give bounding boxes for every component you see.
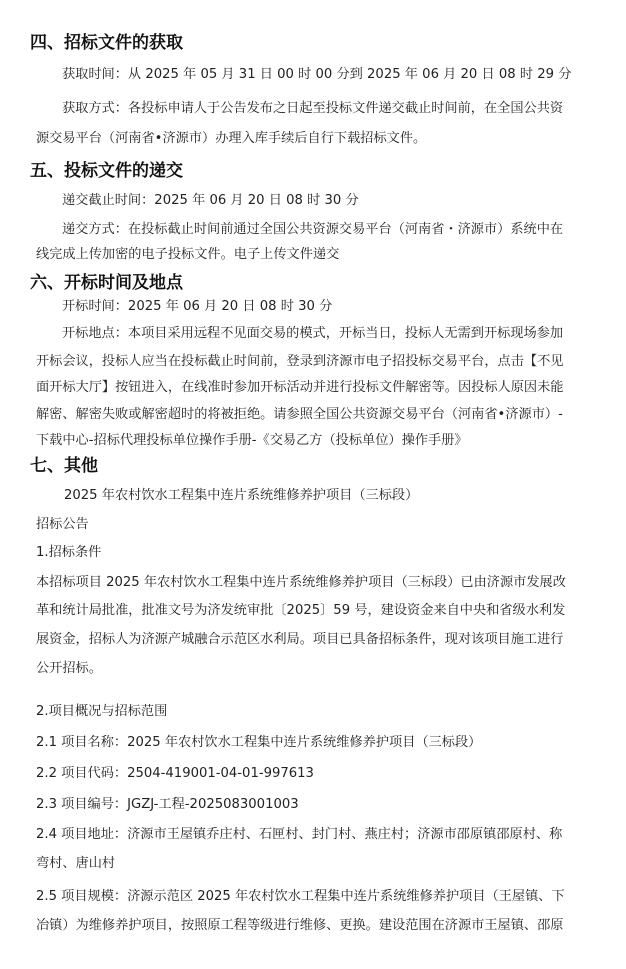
conditions-line-3: 展资金，招标人为济源产城融合示范区水利局。项目已具备招标条件，现对该项目施工进行	[36, 632, 564, 647]
notice-label: 招标公告	[36, 517, 89, 532]
opening-place-line-5: 下载中心-招标代理投标单位操作手册-《交易乙方（投标单位）操作手册》	[36, 433, 468, 448]
acquisition-method-line-2: 源交易平台（河南省•济源市）办理入库手续后自行下载招标文件。	[36, 131, 427, 146]
submission-method-line-2: 线完成上传加密的电子投标文件。电子上传文件递交	[36, 247, 340, 262]
project-scale-line-1: 2.5 项目规模：济源示范区 2025 年农村饮水工程集中连片系统维修养护项目（王屋镇、下	[36, 889, 565, 904]
project-name-item: 2.1 项目名称：2025 年农村饮水工程集中连片系统维修养护项目（三标段）	[36, 735, 482, 750]
project-scale-line-2: 冶镇）为维修养护项目，按照原工程等级进行维修、更换。建设范围在济源市王屋镇、邵原	[36, 918, 564, 933]
section-7-heading: 七、其他	[30, 456, 98, 476]
conditions-line-1: 本招标项目 2025 年农村饮水工程集中连片系统维修养护项目（三标段）已由济源市发展改	[36, 575, 566, 590]
section-4-heading: 四、招标文件的获取	[30, 33, 183, 53]
acquisition-method-line-1: 获取方式：各投标申请人于公告发布之日起至投标文件递交截止时间前，在全国公共资	[62, 101, 564, 116]
opening-place-line-3: 面开标大厅】按钮进入，在线准时参加开标活动并进行投标文件解密等。因投标人原因未能	[36, 380, 564, 395]
project-address-line-2: 弯村、唐山村	[36, 856, 116, 871]
section-5-heading: 五、投标文件的递交	[30, 161, 183, 181]
submission-deadline: 递交截止时间：2025 年 06 月 20 日 08 时 30 分	[62, 193, 359, 208]
scope-heading: 2.项目概况与招标范围	[36, 704, 168, 719]
opening-place-line-4: 解密、解密失败或解密超时的将被拒绝。请参照全国公共资源交易平台（河南省•济源市）-	[36, 407, 563, 422]
opening-time: 开标时间：2025 年 06 月 20 日 08 时 30 分	[62, 299, 333, 314]
submission-method-line-1: 递交方式：在投标截止时间前通过全国公共资源交易平台（河南省・济源市）系统中在	[62, 222, 564, 237]
opening-place-line-1: 开标地点：本项目采用远程不见面交易的模式，开标当日，投标人无需到开标现场参加	[62, 326, 564, 341]
conditions-line-2: 革和统计局批准，批准文号为济发统审批〔2025〕59 号，建设资金来自中央和省级水利发	[36, 603, 566, 618]
acquisition-time: 获取时间：从 2025 年 05 月 31 日 00 时 00 分到 2025 年 06 月 20 日 08 时 29 分	[62, 67, 572, 82]
project-title: 2025 年农村饮水工程集中连片系统维修养护项目（三标段）	[64, 488, 419, 503]
conditions-line-4: 公开招标。	[36, 661, 102, 676]
project-number-item: 2.3 项目编号：JGZJ-工程-2025083001003	[36, 797, 299, 812]
project-code-item: 2.2 项目代码：2504-419001-04-01-997613	[36, 766, 314, 781]
conditions-heading: 1.招标条件	[36, 545, 102, 560]
section-6-heading: 六、开标时间及地点	[30, 273, 183, 293]
project-address-line-1: 2.4 项目地址：济源市王屋镇乔庄村、石匣村、封门村、燕庄村；济源市邵原镇邵原村、称	[36, 827, 563, 842]
opening-place-line-2: 开标会议，投标人应当在投标截止时间前，登录到济源市电子招投标交易平台，点击【不见	[36, 354, 564, 369]
